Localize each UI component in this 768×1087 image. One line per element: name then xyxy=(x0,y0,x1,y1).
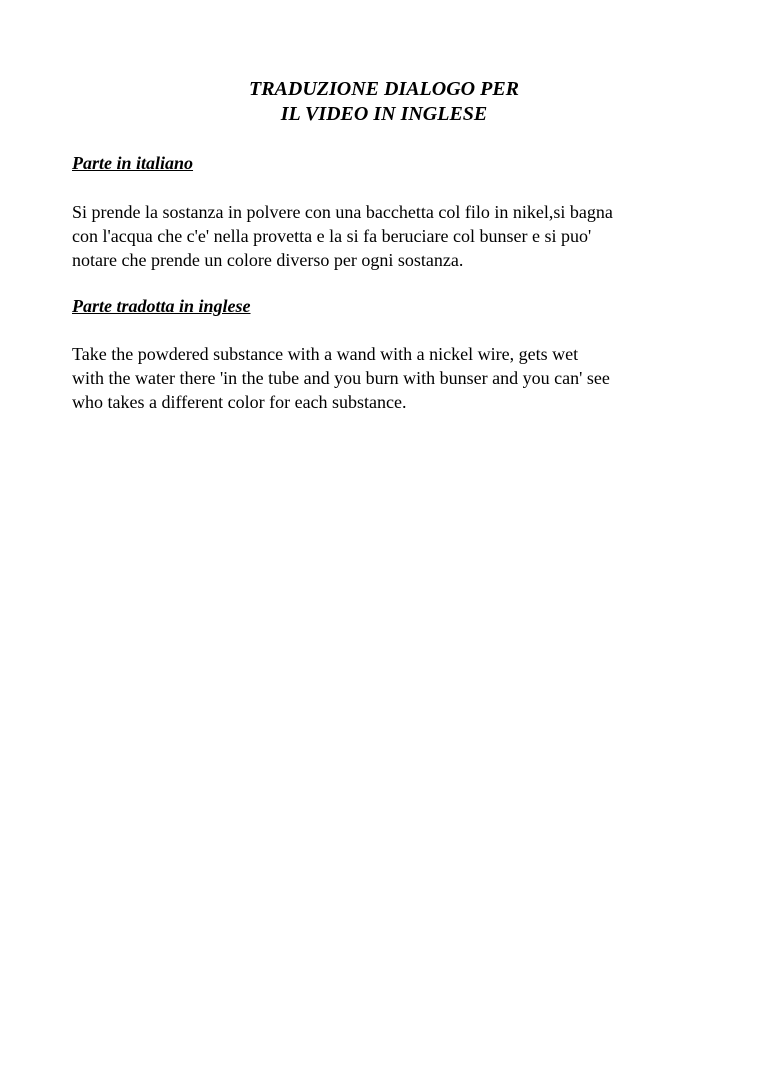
document-title xyxy=(0,77,768,127)
paragraph-line: with the water there 'in the tube and you burn with bunser and you can' see xyxy=(72,368,610,388)
paragraph-line: Si prende la sostanza in polvere con una bacchetta col filo in nikel,si bagna xyxy=(72,202,613,222)
paragraph-line: con l'acqua che c'e' nella provetta e la si fa beruciare col bunser e si puo' xyxy=(72,226,592,246)
section-heading-english: Parte tradotta in inglese xyxy=(72,296,251,316)
section-heading-italian: Parte in italiano xyxy=(72,153,194,173)
paragraph-italian xyxy=(72,200,712,272)
paragraph-english xyxy=(72,342,712,414)
title-line-1: TRADUZIONE DIALOGO PER xyxy=(248,78,520,100)
paragraph-line: notare che prende un colore diverso per ogni sostanza. xyxy=(72,250,464,270)
paragraph-line: Take the powdered substance with a wand with a nickel wire, gets wet xyxy=(72,344,579,364)
title-line-2: IL VIDEO IN INGLESE xyxy=(280,103,488,125)
paragraph-line: who takes a different color for each substance. xyxy=(72,392,407,412)
